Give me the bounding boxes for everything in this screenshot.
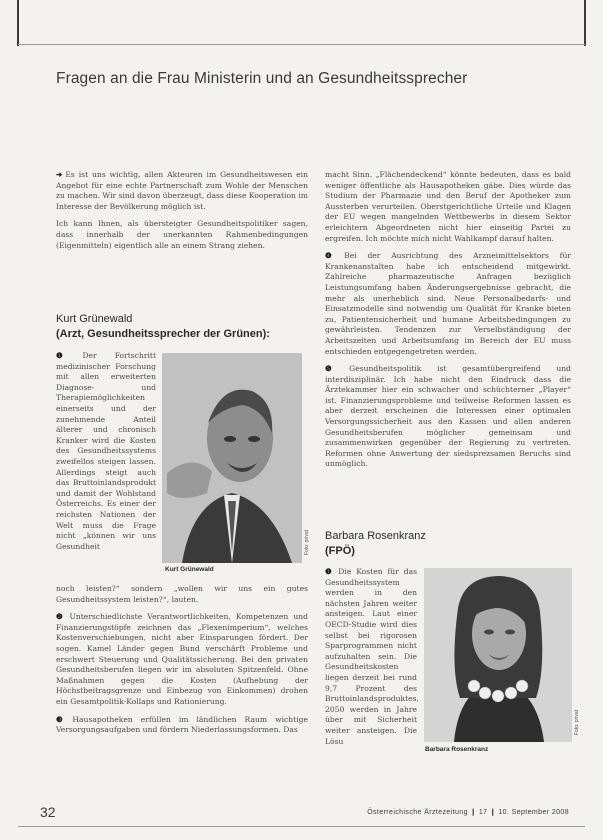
kurt-answer-3-continued: macht Sinn. „Flächendeckend“ könnte bedeuten, dass es bald weniger öffentliche als Hausapotheken gäbe. Dies würde das Studium der Pharmazie und den Beruf der Apotheker zum Aussterben verurteilen. Oberstgerichtliche Urteile und Klagen der EU wegen mangelnden Wettbewerbs in diesem Sektor erleichtern Abgeordneten nicht hier einseitig Partei zu ergreifen. Ich möchte mich nicht Wahlkampf darauf halten. [325,170,571,243]
barbara-name: Barbara Rosenkranz [325,530,426,542]
kurt-portrait-illustration [162,353,302,563]
kurt-answer-5: ❺ Gesundheitspolitik ist gesamtübergreifend und interdisziplinär. Ich habe nicht den Eindruck dass die Ärztekammer hier ein schwacher und schüchterner „Player“ ist. Finanzierungsprobleme und teilweise Reformen lassen es aber derzeit erscheinen die Interessen einer optimalen Versorgungssicherheit aus den Kassen und allen anderen Gesundheitsberufen möglicher gemeinsam und zusammenwirken gegenüber der Regierung zu vertreten. Reformen ohne Anwertung der siedsprezsamen Beruchs sind unmöglich. [325,364,571,469]
page-top-frame [0,0,603,46]
kurt-role: (Arzt, Gesundheitssprecher der Grünen): [56,328,270,340]
kurt-answer-2: ❷ Unterschiedlichste Verantwortlichkeiten, Kompetenzen und Finanzierungstöpfe zeichnen das „Flexenimperium“, welches Kostenverschiebungen, nicht aber Einsparungen fördert. Der sogen. Kamel Länder gegen Bund verschärft Probleme und erschwert Steuerung und Qualitätssicherung. Bei den privaten Gesundheitsberufen liegen wir im absoluten Spitzenfeld. Ohne Maßnahmen gegen die Kosten (Aufhebung der Höchstbeitragsgrenze und Einbezug von Einkommen) drohen ein Gesamtpolitik-Kollaps und Rationierung. [56,612,308,706]
answer-number-icon: ❸ [56,714,69,724]
page-headline: Fragen an die Frau Ministerin und an Gesundheitssprecher [56,70,468,87]
footer-rule [18,826,585,827]
intro-paragraph-2: Ich kann Ihnen, als übersteigter Gesundheitspolitiker sagen, dass innerhalb der unerkannten Rahmenbedingungen (Eigenmitteln) eigentlich alle an einem Strang ziehen. [56,219,308,250]
journal-footer: Österreichische Ärztezeitung ❙ 17 ❙ 10. September 2008 [367,809,569,816]
barbara-answer-1: ❶ Die Kosten für das Gesundheitssystem werden in den nächsten Jahren weiter ansteigen. Laut einer OECD-Studie wird dies selbst bei rigorosen Sparprogrammen nicht aufzuhalten sein. Die Gesundheitskosten liegen derzeit bei rund 9,7 Prozent des Bruttoinlandsproduktes, 2050 werden in Jahre über mit Sicherheit weiter ansteigen. Die Lösu [325,567,419,746]
kurt-answer-3: ❸ Hausapotheken erfüllen im ländlichen Raum wichtige Versorgungsaufgaben und fördern Niederlassungsformen. Das [56,714,308,735]
kurt-portrait-photo [162,353,302,563]
barbara-portrait-photo [424,568,572,742]
frame-top-rule [18,44,585,45]
answer-number-icon: ❶ [56,351,79,360]
barbara-photo-caption: Barbara Rosenkranz [425,746,489,753]
barbara-party: (FPÖ) [325,545,355,557]
right-column [325,170,571,477]
barbara-heading [325,529,426,559]
intro-column [56,170,308,258]
answer-number-icon: ❹ [325,251,341,261]
kurt-answer-1-end: noch leisten?“ sondern „wollen wir uns ein gutes Gesundheitssystem leisten?“, lauten. [56,584,308,604]
kurt-answers-below [56,584,308,743]
frame-right-rule [584,0,586,46]
barbara-photo-credit: Foto: privat [574,710,580,736]
kurt-photo-caption: Kurt Grünewald [165,566,214,573]
kurt-heading [56,312,270,342]
intro-paragraph-1: ➜ Es ist uns wichtig, allen Akteuren im Gesundheitswesen ein Angebot für eine echte Partnerschaft zum Wohle der Menschen zu machen. Wir sind davon überzeugt, dass diese Kooperation im Interesse der Bevölkerung möglich ist. [56,170,308,211]
page-number: 32 [40,804,56,820]
barbara-portrait-illustration [424,568,572,742]
kurt-name: Kurt Grünewald [56,313,133,325]
answer-number-icon: ❷ [56,612,66,622]
frame-left-rule [17,0,19,46]
answer-number-icon: ❺ [325,364,346,374]
kurt-photo-credit: Foto: privat [304,530,310,556]
kurt-answer-1-side: ❶ Der Fortschritt medizinischer Forschung mit allen erweiterten Diagnose- und Therapiemöglichkeiten einerseits und der zunehmende Anteil älterer und chronisch Kranker wird die Kosten des Gesundheitssystems zweifellos steigen lassen. Allerdings steigt auch das Bruttoinlandsprodukt und damit der Wohlstand Österreichs. Es einer der reichsten Nationen der Welt muss die Frage nicht „können wir uns Gesundheit [56,351,156,551]
arrow-icon: ➜ [56,170,63,179]
kurt-answer-4: ❹ Bei der Ausrichtung des Arzneimittelsektors für Krankenanstalten habe ich entscheidend mitgewirkt. Zahlreiche pharmazeutische Anfragen bezüglich Leistungsumfang haben Änderungsergebnisse gebracht, die mehr als unerheblich sind. Neue Personalbedarfs- und Einsatzmodelle sind notwendig um Qualität für Kranke bieten zu, Patientensicherheit und humane Arbeitsbedingungen zu gewährleisten. Tendenzen zur Verselbständigung der Arbeitszeiten und Arbeitsumfang im Bereich der EU muss entschieden entgegengetreten werden. [325,251,571,356]
answer-number-icon: ❶ [325,567,335,576]
